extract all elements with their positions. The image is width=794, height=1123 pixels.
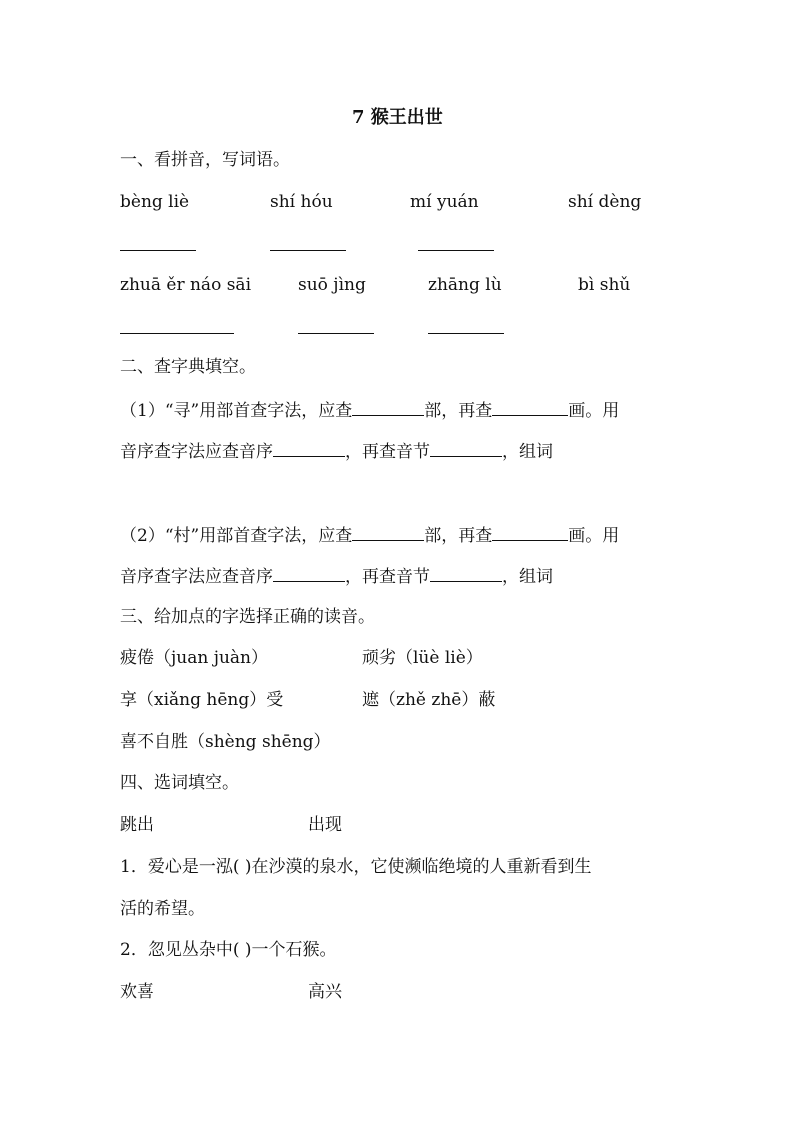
text: 部，再查 (424, 401, 493, 421)
pinyin-item: zhuā ěr náo sāi (120, 275, 252, 295)
text: （1）“寻”用部首查字法，应查 (120, 401, 353, 421)
answer-blank[interactable] (120, 250, 196, 251)
text: 部，再查 (424, 526, 493, 546)
question-4-2: 2．忽见丛杂中( )一个石猴。 (120, 940, 337, 960)
question-2-2-line-1 (120, 522, 619, 548)
question-2-2-line-2 (120, 563, 553, 589)
text: ，再查音节 (345, 442, 430, 462)
answer-blank[interactable] (298, 333, 374, 334)
pinyin-item: shí dèng (568, 192, 642, 212)
reading-item: 享（xiǎng hēng）受 (120, 690, 284, 710)
text: 音序查字法应查音序 (120, 442, 273, 462)
pinyin-item: bèng liè (120, 192, 190, 212)
answer-blank[interactable] (428, 333, 504, 334)
fill-blank[interactable] (352, 397, 424, 416)
word-choice: 出现 (308, 815, 342, 835)
section-3-heading: 三、给加点的字选择正确的读音。 (120, 607, 375, 627)
question-4-1-line-1: 1．爱心是一泓( )在沙漠的泉水，它使濒临绝境的人重新看到生 (120, 857, 592, 877)
fill-blank[interactable] (430, 438, 502, 457)
word-choice: 欢喜 (120, 982, 154, 1002)
text: 音序查字法应查音序 (120, 567, 273, 587)
section-1-heading: 一、看拼音，写词语。 (120, 150, 290, 170)
text: ，组词 (502, 442, 553, 462)
section-4-heading: 四、选词填空。 (120, 773, 239, 793)
question-4-1-line-2: 活的希望。 (120, 899, 205, 919)
pinyin-item: zhāng lù (428, 275, 502, 295)
reading-item: 疲倦（juan juàn） (120, 648, 269, 668)
fill-blank[interactable] (273, 438, 345, 457)
pinyin-item: bì shǔ (578, 275, 631, 295)
text: 画。用 (568, 526, 620, 546)
reading-item: 遮（zhě zhē）蔽 (362, 690, 496, 710)
fill-blank[interactable] (492, 522, 568, 541)
answer-blank[interactable] (120, 333, 234, 334)
reading-item: 喜不自胜（shèng shēng） (120, 732, 331, 752)
text: （2）“村”用部首查字法，应查 (120, 526, 353, 546)
fill-blank[interactable] (352, 522, 424, 541)
page-title: 7 猴王出世 (352, 107, 443, 128)
text: ，再查音节 (345, 567, 430, 587)
answer-blank[interactable] (418, 250, 494, 251)
word-choice: 跳出 (120, 815, 154, 835)
answer-blank[interactable] (270, 250, 346, 251)
fill-blank[interactable] (273, 563, 345, 582)
word-choice: 高兴 (308, 982, 342, 1002)
fill-blank[interactable] (492, 397, 568, 416)
section-2-heading: 二、查字典填空。 (120, 357, 256, 377)
reading-item: 顽劣（lüè liè） (362, 648, 483, 668)
question-2-1-line-2 (120, 438, 553, 464)
pinyin-item: suō jìng (298, 275, 366, 295)
pinyin-item: shí hóu (270, 192, 333, 212)
question-2-1-line-1 (120, 397, 619, 423)
text: ，组词 (502, 567, 553, 587)
pinyin-item: mí yuán (410, 192, 479, 212)
text: 画。用 (568, 401, 620, 421)
fill-blank[interactable] (430, 563, 502, 582)
